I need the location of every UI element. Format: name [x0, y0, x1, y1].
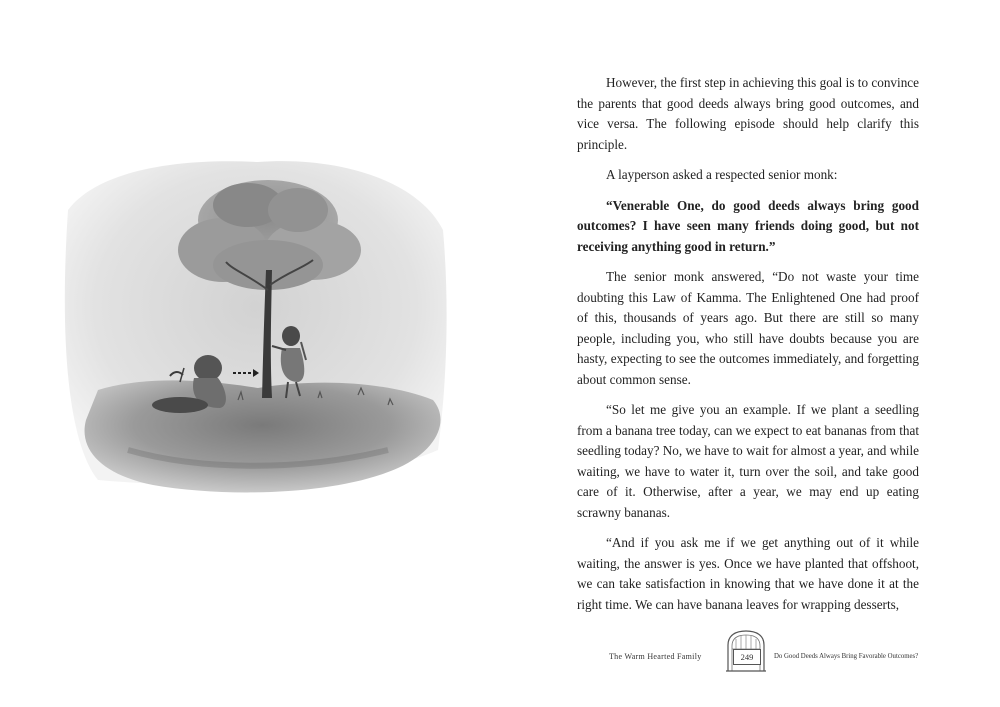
page-text	[577, 73, 919, 625]
book-title: The Warm Hearted Family	[609, 652, 702, 661]
watercolor-illustration	[58, 150, 448, 525]
quote-paragraph: “Venerable One, do good deeds always bring good outcomes? I have seen many friends doing good, but not receiving anything good in return.”	[577, 197, 919, 254]
paragraph: A layperson asked a respected senior monk:	[606, 167, 838, 182]
page-number: 249	[733, 649, 761, 665]
chapter-title: Do Good Deeds Always Bring Favorable Outcomes?	[774, 653, 919, 660]
paragraph: “And if you ask me if we get anything out of it while waiting, the answer is yes. Once we have planted that offshoot, we can take satisfaction in knowing that we have done it at the right time. We can have banana leaves for wrapping desserts,	[577, 535, 919, 612]
paragraph: “So let me give you an example. If we plant a seedling from a banana tree today, can we expect to eat bananas from that seedling today? No, we have to wait for almost a year, and while waiting, we have to water it, turn over the soil, and take good care of it. Otherwise, after a year, we may end up eating scrawny bananas.	[577, 402, 919, 520]
paragraph: The senior monk answered, “Do not waste your time doubting this Law of Kamma. The Enlightened One had proof of this, thousands of years ago. But there are still so many people, including you, who still have doubts because you are hasty, expecting to see the outcomes immediately, and forgetting about common sense.	[577, 269, 919, 387]
paragraph: However, the first step in achieving this goal is to convince the parents that good deeds always bring good outcomes, and vice versa. The following episode should help clarify this principle.	[577, 75, 919, 152]
page-footer	[600, 627, 940, 673]
